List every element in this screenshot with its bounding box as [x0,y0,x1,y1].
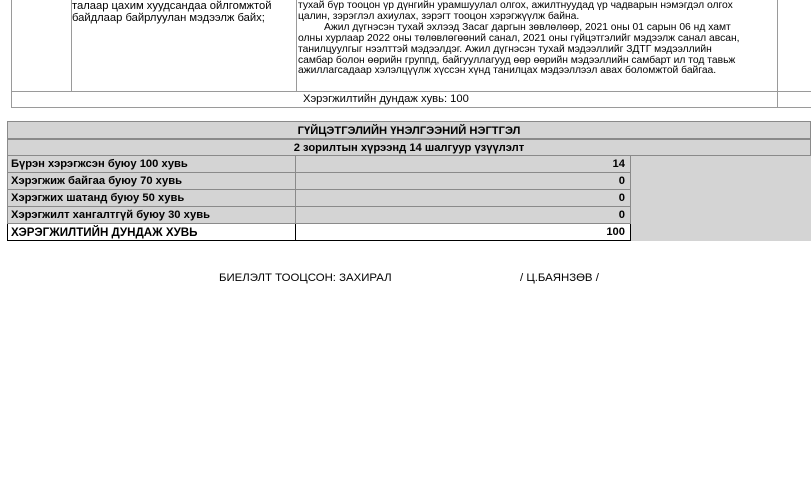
row-filler [631,173,811,190]
right-cell-line: олны хурлаар 2022 оны төлөвлөгөөний санал, 2021 оны гүйцэтгэлийг мэдээлж санал авсан, [298,32,740,44]
table-border-col2 [296,0,297,92]
right-cell-line: ажиллагсадаар хэлэлцүүлж хүссэн хүнд танилцах мэдээллээл авах боломжтой байгаа. [298,65,717,77]
summary-title: ГҮЙЦЭТГЭЛИЙН ҮНЭЛГЭЭНИЙ НЭГТГЭЛ [7,121,811,139]
right-cell-line: танилцуулгыг нээлттэй мэдээлдэг. Ажил дүгнэсэн тухай мэдээллийг ЗДТГ мэдээллийн [298,43,712,55]
total-value: 100 [296,224,631,241]
signature-name: / Ц.БАЯНЗӨВ / [520,272,599,284]
table-border-left [11,0,12,92]
row-filler [631,224,811,241]
average-percentage-text: Хэрэгжилтийн дундаж хувь: 100 [303,93,469,105]
table-bottom-border [11,107,811,108]
evaluation-summary-table [7,121,811,242]
right-cell-line: самбар болон өөрийн группд, байгууллагууд өөр өөрийн мэдээллийн самбарт ил тод тавьж [298,54,736,66]
row-value: 14 [296,156,631,173]
signature-title: БИЕЛЭЛТ ТООЦСОН: ЗАХИРАЛ [219,272,392,284]
table-row-divider [11,91,811,92]
left-cell-line: байдлаар байрлуулан мэдээлж байх; [72,11,265,24]
row-filler [631,156,811,173]
total-label: ХЭРЭГЖИЛТИЙН ДУНДАЖ ХУВЬ [7,224,296,241]
row-value: 0 [296,173,631,190]
left-cell-text [72,1,296,25]
row-filler [631,207,811,224]
right-cell-line: цалин, зэрэглэл ахиулах, зэрэгт тооцон хэрэгжүүлж байна. [298,10,580,22]
row-value: 0 [296,207,631,224]
right-cell-line: тухай бүр тооцон үр дүнгийн урамшуулал олгох, ажилтнуудад үр чадварын нэмэгдэл олгох [298,0,733,11]
right-cell-line: Ажил дүгнэсэн тухай эхлээд Засаг даргын зөвлөлөөр, 2021 оны 01 сарын 06 нд хамт [324,21,731,33]
row-label: Хэрэгжилт хангалтгүй буюу 30 хувь [7,207,296,224]
row-label: Хэрэгжих шатанд буюу 50 хувь [7,190,296,207]
row-filler [631,190,811,207]
previous-table-fragment [11,0,811,108]
left-cell-line: талаар цахим хуудсандаа ойлгомжтой [72,0,272,12]
table-border-left-bottom [11,91,12,108]
summary-subtitle: 2 зорилтын хүрээнд 14 шалгуур үзүүлэлт [7,139,811,156]
row-value: 0 [296,190,631,207]
row-label: Хэрэгжиж байгаа буюу 70 хувь [7,173,296,190]
right-cell-text [298,1,788,77]
row-label: Бүрэн хэрэгжсэн буюу 100 хувь [7,156,296,173]
